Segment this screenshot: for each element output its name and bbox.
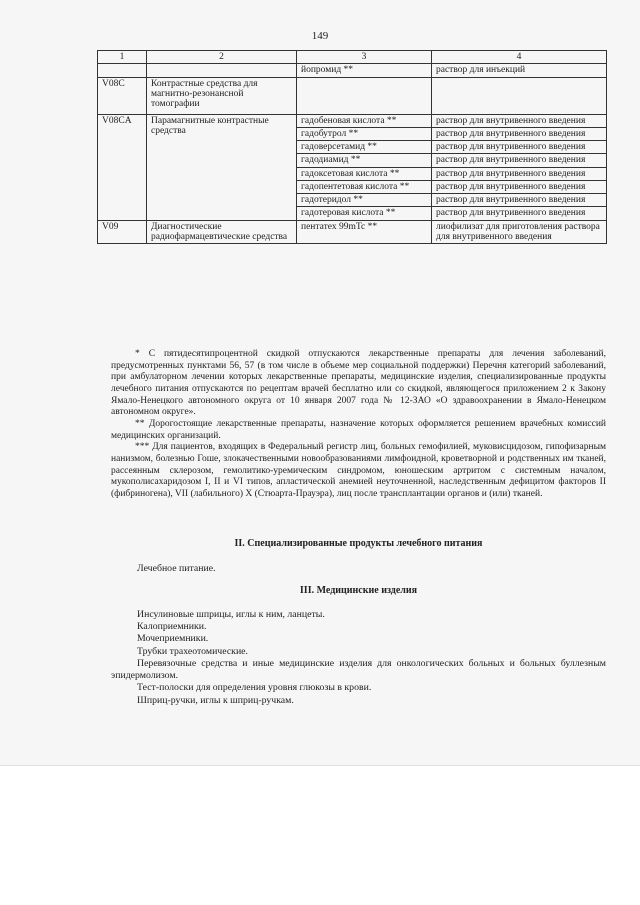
drug-name: гадоксетовая кислота ** xyxy=(297,167,432,180)
atc-group-name: Парамагнитные контрастные средства xyxy=(147,114,297,220)
page-number: 149 xyxy=(311,30,329,42)
footnote-single-asterisk: * С пятидесятипроцентной скидкой отпускаются лекарственные препараты для лечения заболеваний, предусмотренных пунктами 56, 57 (в том числе в объеме мер социальной поддержки) Перечня категорий заболеваний, при амбулаторном лечении которых лекарственные препараты, медицинские изделия, специализированные продукты лечебного питания отпускаются по рецептам врачей бесплатно или со скидкой, являющегося приложением 2 к Закону Ямало-Ненецкого автономного округа от 10 января 2007 года № 12-ЗАО «О здравоохранении в Ямало-Ненецком автономном округе». xyxy=(111,349,606,418)
list-item: Инсулиновые шприцы, иглы к ним, ланцеты. xyxy=(137,609,325,620)
drug-name: гадобеновая кислота ** xyxy=(297,114,432,127)
list-item: Мочеприемники. xyxy=(137,633,209,645)
footnotes xyxy=(111,349,606,501)
dosage-form: раствор для внутривенного введения xyxy=(432,207,607,220)
column-header: 4 xyxy=(432,51,607,64)
column-header: 3 xyxy=(297,51,432,64)
medical-devices-list xyxy=(111,609,606,707)
drug-name: йопромид ** xyxy=(297,64,432,77)
table-header-row xyxy=(98,51,607,64)
column-header: 1 xyxy=(98,51,147,64)
list-item: Перевязочные средства и иные медицинские изделия для онкологических больных и больных буллезным эпидермолизом. xyxy=(111,657,606,682)
section-heading-nutrition: II. Специализированные продукты лечебного питания xyxy=(234,538,483,549)
dosage-form: раствор для внутривенного введения xyxy=(432,194,607,207)
table-row xyxy=(98,64,607,77)
atc-group-name: Контрастные средства для магнитно-резонансной томографии xyxy=(147,77,297,114)
atc-code: V08CA xyxy=(98,114,147,220)
drug-name: гадобутрол ** xyxy=(297,127,432,140)
dosage-form: раствор для инъекций xyxy=(432,64,607,77)
drug-table xyxy=(97,50,607,244)
dosage-form: раствор для внутривенного введения xyxy=(432,154,607,167)
dosage-form: раствор для внутривенного введения xyxy=(432,127,607,140)
section-heading-medical-devices: III. Медицинские изделия xyxy=(299,585,418,596)
atc-code: V09 xyxy=(98,220,147,244)
dosage-form: раствор для внутривенного введения xyxy=(432,180,607,193)
drug-name: пентатех 99mTc ** xyxy=(297,220,432,244)
drug-name: гадопентетовая кислота ** xyxy=(297,180,432,193)
dosage-form: раствор для внутривенного введения xyxy=(432,114,607,127)
table-row xyxy=(98,77,607,114)
atc-group-name: Диагностические радиофармацевтические средства xyxy=(147,220,297,244)
list-item: Трубки трахеотомические. xyxy=(137,645,248,657)
list-item: Шприц-ручки, иглы к шприц-ручкам. xyxy=(137,694,294,706)
drug-name: гадоверсетамид ** xyxy=(297,141,432,154)
drug-name: гадодиамид ** xyxy=(297,154,432,167)
dosage-form: раствор для внутривенного введения xyxy=(432,167,607,180)
atc-code: V08C xyxy=(98,77,147,114)
list-item: Калоприемники. xyxy=(137,621,207,633)
nutrition-item: Лечебное питание. xyxy=(137,563,216,574)
list-item: Тест-полоски для определения уровня глюкозы в крови. xyxy=(137,682,372,694)
footnote-triple-asterisk: *** Для пациентов, входящих в Федеральный регистр лиц, больных гемофилией, муковисцидозом, гипофизарным нанизмом, болезнью Гоше, злокачественными новообразованиями лимфоидной, кроветворной и родственных им тканей, рассеянным склерозом, гемолитико-уремическим синдромом, юношеским артритом с системным началом, мукополисахаридозом I, II и VI типов, апластической анемией неуточненной, наследственным дефицитом факторов II (фибриногена), VII (лабильного) X (Стюарта-Прауэра), лиц после трансплантации органов и (или) тканей. xyxy=(111,442,606,500)
table-row xyxy=(98,220,607,244)
drug-name: гадотеровая кислота ** xyxy=(297,207,432,220)
footnote-double-asterisk: ** Дорогостоящие лекарственные препараты, назначение которых оформляется решением врачебных комиссий медицинских организаций. xyxy=(111,419,606,441)
table-row xyxy=(98,114,607,127)
dosage-form: раствор для внутривенного введения xyxy=(432,141,607,154)
dosage-form: лиофилизат для приготовления раствора для внутривенного введения xyxy=(432,220,607,244)
drug-name: гадотеридол ** xyxy=(297,194,432,207)
column-header: 2 xyxy=(147,51,297,64)
